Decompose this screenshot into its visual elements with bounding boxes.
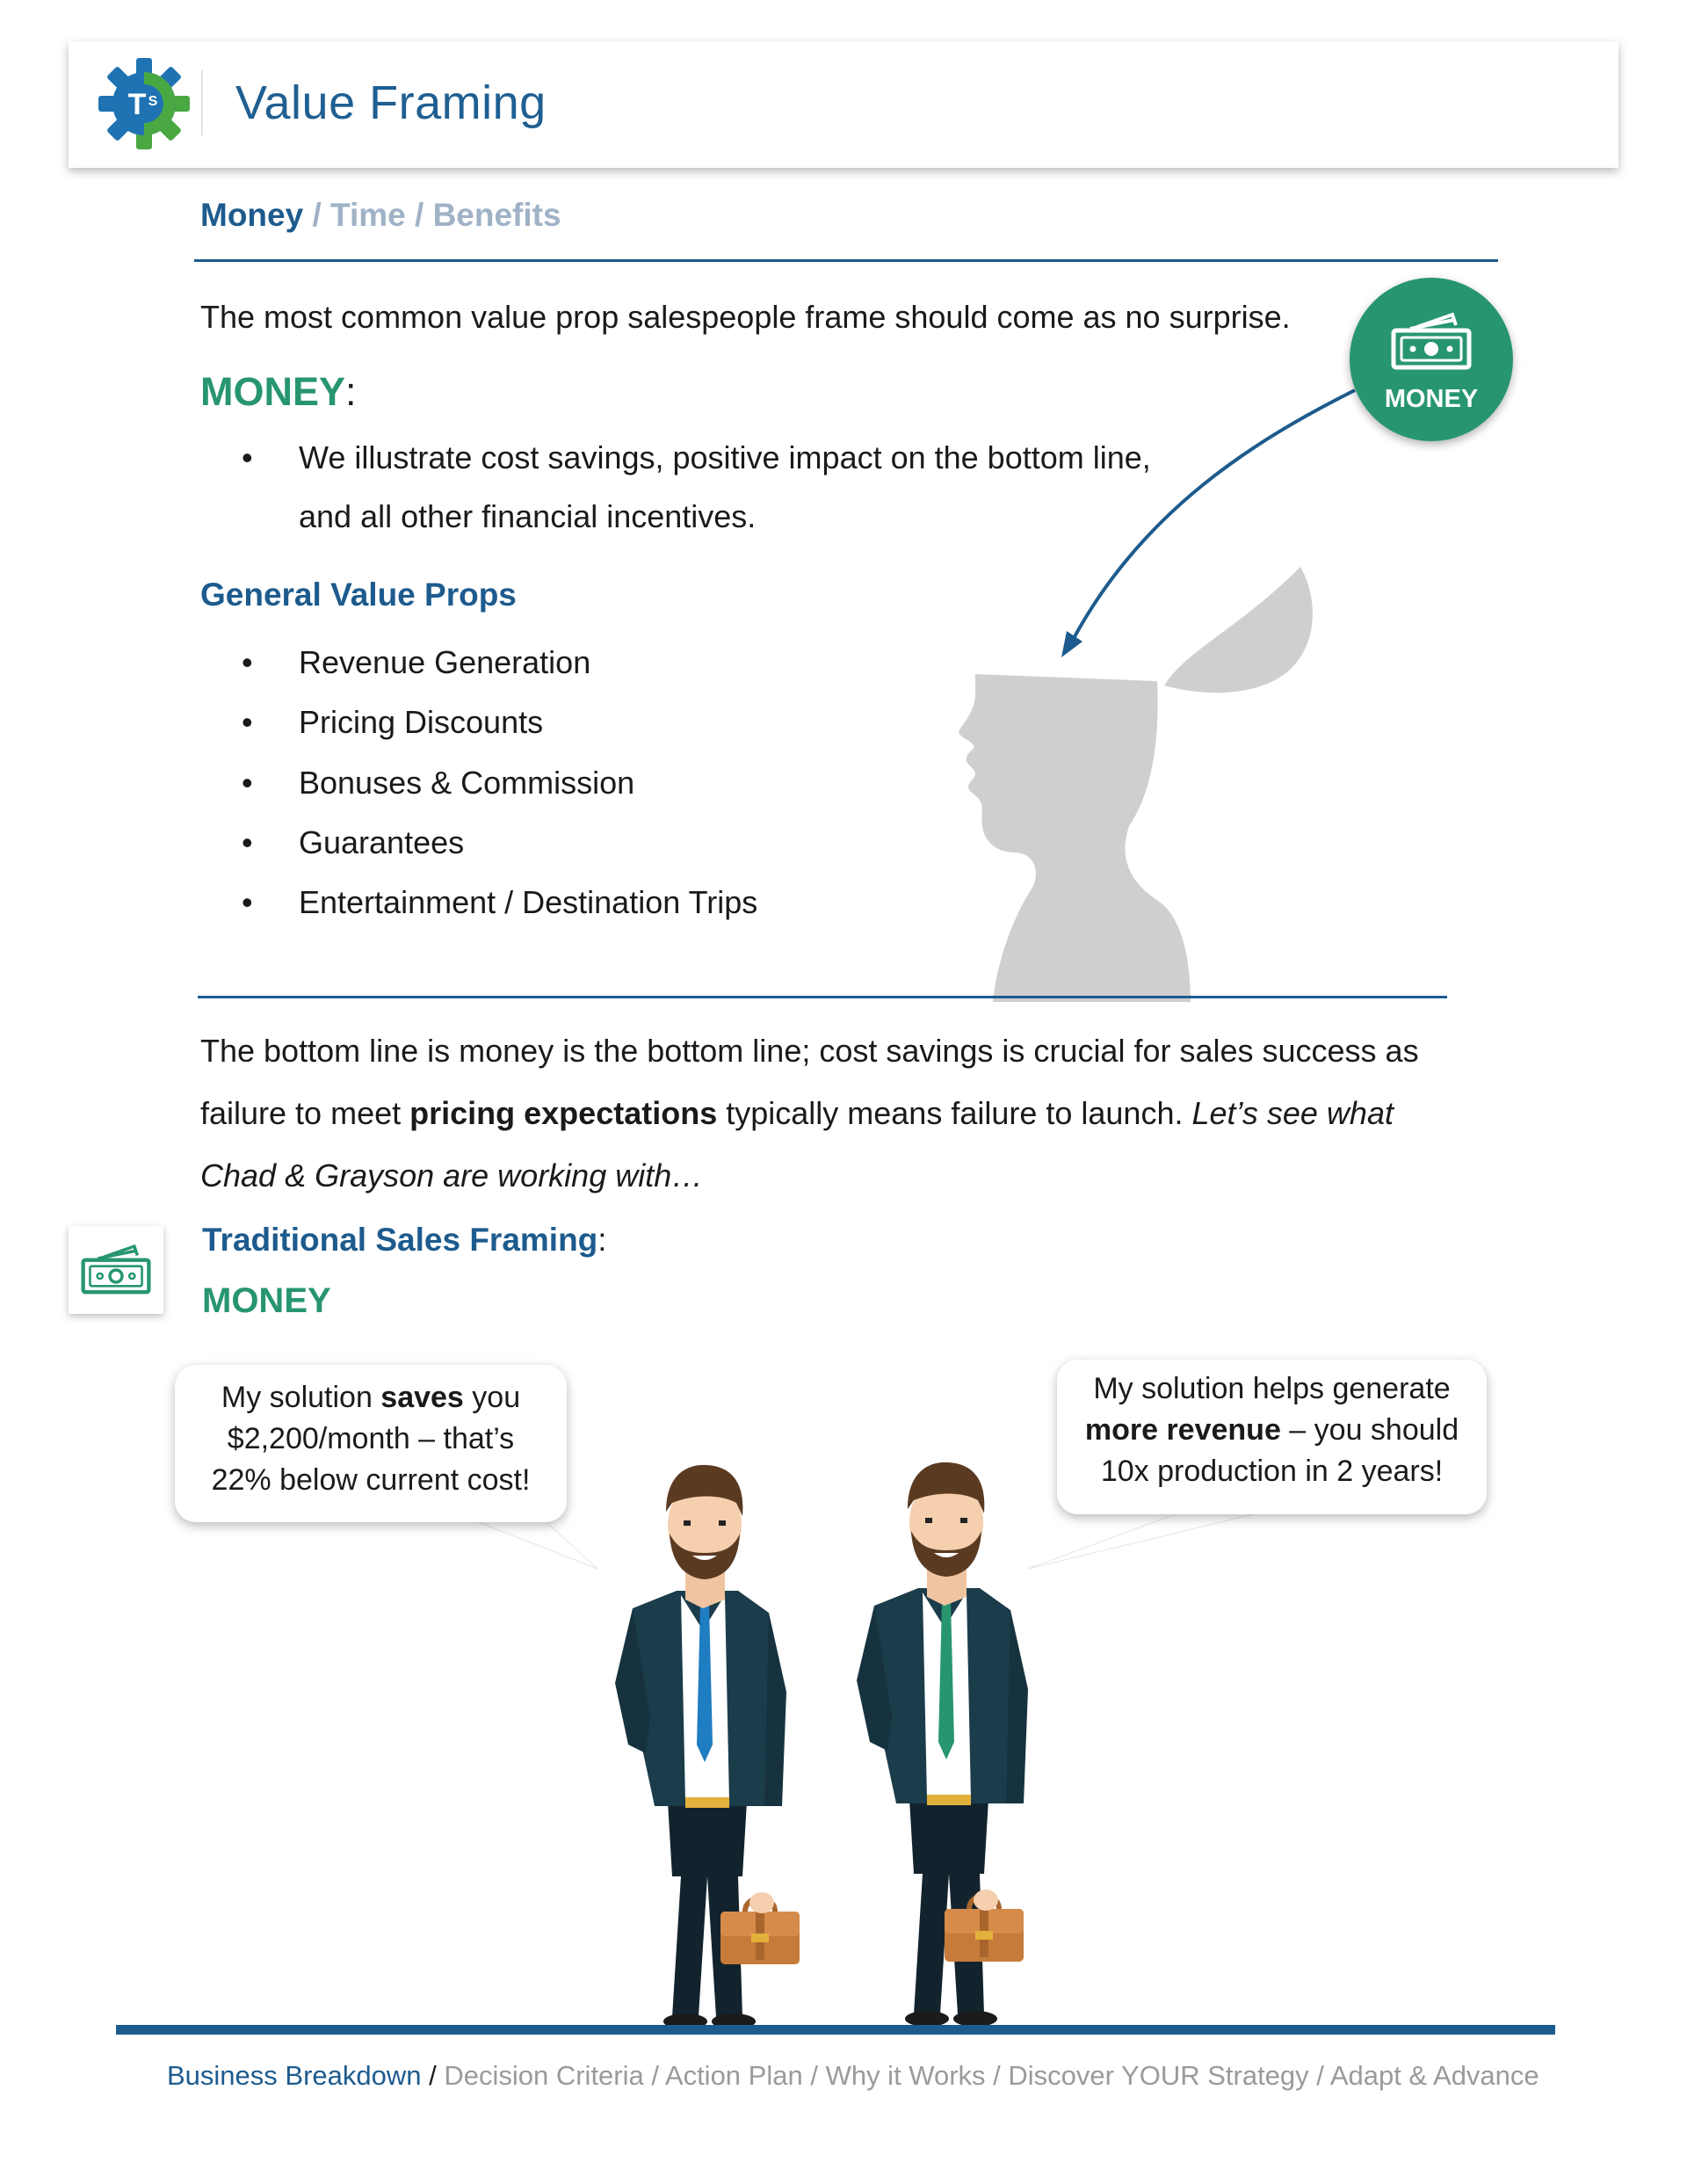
bubble-line: [1057, 1410, 1487, 1451]
footer-link-action-plan[interactable]: Action Plan: [664, 2060, 803, 2091]
traditional-heading: [202, 1222, 607, 1259]
footer-separator: /: [421, 2060, 445, 2091]
bubble-text: – you should: [1280, 1413, 1459, 1447]
paragraph-bold: pricing expectations: [409, 1095, 718, 1131]
value-prop-item: Pricing Discounts: [299, 704, 544, 740]
traditional-heading-label: Traditional Sales Framing: [202, 1222, 598, 1258]
page-title: Value Framing: [235, 76, 547, 129]
footer-link-discover-strategy[interactable]: Discover YOUR Strategy: [1008, 2060, 1309, 2091]
bubble-line: 10x production in 2 years!: [1100, 1455, 1444, 1488]
divider-rule: [198, 996, 1447, 998]
svg-text:T: T: [127, 88, 147, 121]
money-badge: [1350, 278, 1513, 441]
section-breadcrumb: [200, 197, 561, 234]
bubble-line: 22% below current cost!: [211, 1463, 531, 1497]
bullet-dot: •: [242, 824, 253, 860]
bubble-bold: saves: [380, 1381, 464, 1414]
bullet-dot: •: [242, 765, 253, 801]
breadcrumb-separator: /: [405, 197, 433, 233]
value-prop-item: Guarantees: [299, 824, 465, 860]
footer-separator: /: [802, 2060, 826, 2091]
breadcrumb-separator: /: [303, 197, 331, 233]
money-heading: [200, 369, 357, 415]
header-divider: [201, 70, 203, 135]
paragraph-text: failure to meet: [200, 1095, 410, 1131]
footer-link-decision-criteria[interactable]: Decision Criteria: [444, 2060, 644, 2091]
speech-bubble-right: [1057, 1360, 1487, 1514]
footer-separator: /: [985, 2060, 1009, 2091]
bullet-dot: •: [242, 439, 253, 475]
footer-rule: [116, 2025, 1555, 2035]
money-bill-icon: [81, 1240, 151, 1300]
bullet-dot: •: [242, 884, 253, 920]
gear-logo-icon: [95, 54, 193, 153]
paragraph-italic: Let’s see what: [1191, 1095, 1394, 1131]
bullet-dot: •: [242, 644, 253, 680]
money-badge-label: MONEY: [1384, 385, 1479, 413]
breadcrumb-time[interactable]: Time: [330, 197, 406, 233]
footer-separator: /: [1308, 2060, 1330, 2091]
bubble-bold: more revenue: [1084, 1413, 1281, 1447]
speech-bubble-left: [175, 1365, 567, 1522]
bubble-line: $2,200/month – that’s: [227, 1422, 515, 1455]
breadcrumb-money[interactable]: Money: [200, 197, 304, 233]
paragraph-text: typically means failure to launch.: [717, 1095, 1192, 1131]
businessman-icon: [597, 1455, 826, 2035]
money-heading-colon: :: [345, 369, 357, 414]
arrow-icon: [1046, 378, 1362, 668]
paragraph-italic: Chad & Grayson are working with…: [200, 1157, 704, 1194]
money-bullet-line2: and all other financial incentives.: [299, 498, 757, 534]
divider-rule: [194, 259, 1498, 262]
money-bullet-line1: We illustrate cost savings, positive impact on the bottom line,: [299, 439, 1151, 475]
money-heading-label: MONEY: [200, 369, 346, 414]
traditional-subheading: MONEY: [202, 1281, 331, 1320]
bubble-text: My solution: [221, 1381, 381, 1414]
traditional-heading-colon: :: [597, 1222, 607, 1258]
value-prop-item: Revenue Generation: [299, 644, 591, 680]
businessman-icon: [839, 1452, 1068, 2032]
bubble-text: you: [463, 1381, 521, 1414]
money-card: [69, 1226, 163, 1314]
bubble-line: [175, 1377, 567, 1419]
general-value-props-heading: General Value Props: [200, 577, 517, 613]
intro-text: The most common value prop salespeople frame should come as no surprise.: [200, 299, 1291, 335]
footer-link-business-breakdown[interactable]: Business Breakdown: [167, 2060, 422, 2091]
bullet-dot: •: [242, 704, 253, 740]
paragraph-line: [200, 1082, 1483, 1144]
summary-paragraph: [200, 1019, 1483, 1207]
footer-nav: [167, 2060, 1539, 2092]
bubble-line: My solution helps generate: [1093, 1372, 1451, 1405]
value-prop-item: Entertainment / Destination Trips: [299, 884, 758, 920]
paragraph-line: [200, 1144, 1483, 1207]
footer-separator: /: [643, 2060, 665, 2091]
breadcrumb-benefits[interactable]: Benefits: [432, 197, 561, 233]
paragraph-line: The bottom line is money is the bottom line; cost savings is crucial for sales success as: [200, 1033, 1419, 1069]
footer-link-adapt-advance[interactable]: Adapt & Advance: [1329, 2060, 1539, 2091]
value-prop-item: Bonuses & Commission: [299, 765, 635, 801]
footer-link-why-it-works[interactable]: Why it Works: [825, 2060, 986, 2091]
money-bill-icon: [1391, 308, 1472, 376]
svg-text:S: S: [148, 94, 158, 109]
